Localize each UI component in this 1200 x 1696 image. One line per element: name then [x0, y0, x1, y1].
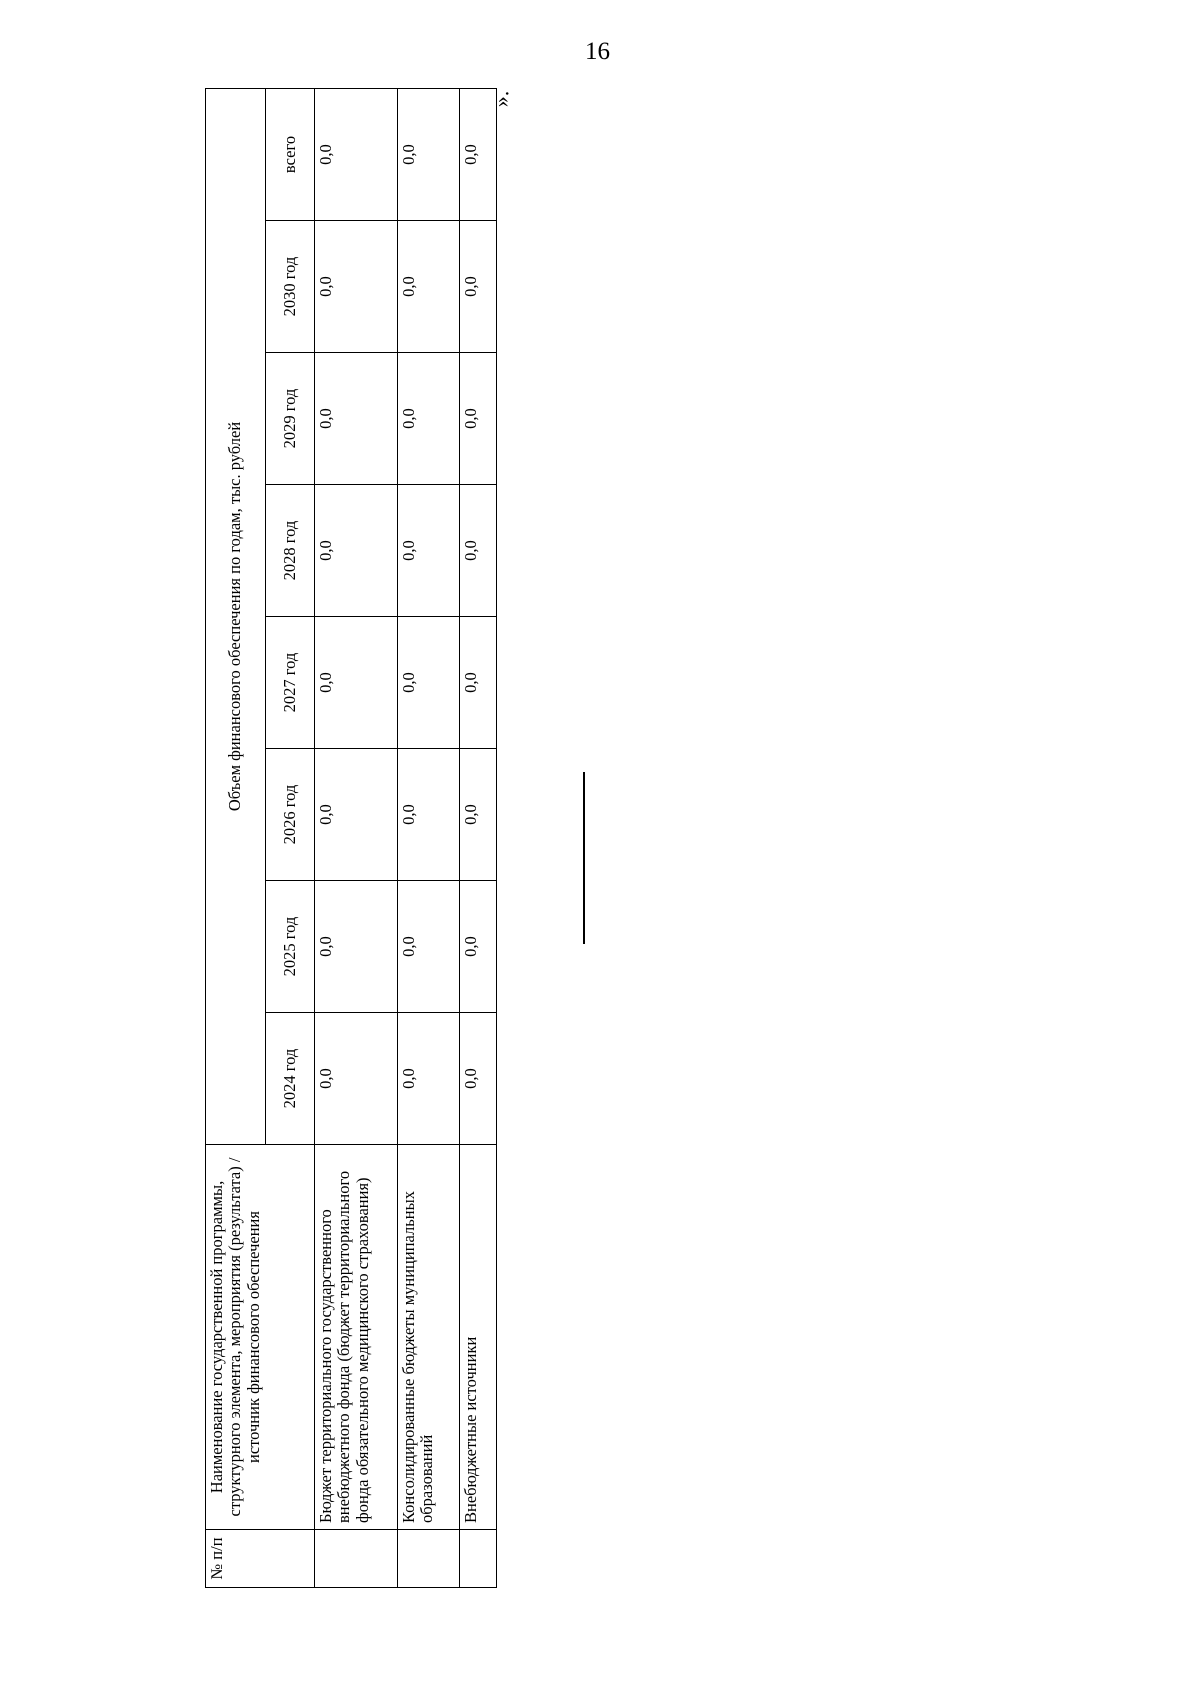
row-num: [315, 1530, 398, 1588]
row-num: [398, 1530, 460, 1588]
cell-total: 0,0: [315, 89, 398, 221]
row-name: Внебюджетные источники: [460, 1145, 497, 1530]
row-name: Консолидированные бюджеты муниципальных образований: [398, 1145, 460, 1530]
cell-value: 0,0: [398, 881, 460, 1013]
closing-quote-mark: ».: [488, 90, 514, 108]
header-volume: Объем финансового обеспечения по годам, тыс. рублей: [206, 89, 266, 1145]
header-num: № п/п: [206, 1530, 315, 1588]
cell-value: 0,0: [398, 1013, 460, 1145]
cell-value: 0,0: [460, 749, 497, 881]
table-row: [398, 89, 460, 1588]
table-row: [460, 89, 497, 1588]
financing-table: [205, 88, 497, 1588]
header-name: Наименование государственной программы, структурного элемента, мероприятия (результата) / источник финансового обеспечения: [206, 1145, 315, 1530]
cell-value: 0,0: [460, 221, 497, 353]
cell-value: 0,0: [315, 749, 398, 881]
table-header-row: [206, 89, 266, 1588]
header-total: всего: [266, 89, 315, 221]
header-year: 2024 год: [266, 1013, 315, 1145]
cell-value: 0,0: [460, 617, 497, 749]
header-year: 2025 год: [266, 881, 315, 1013]
cell-value: 0,0: [315, 881, 398, 1013]
cell-value: 0,0: [398, 485, 460, 617]
cell-value: 0,0: [460, 485, 497, 617]
cell-value: 0,0: [315, 485, 398, 617]
cell-value: 0,0: [315, 221, 398, 353]
header-year: 2027 год: [266, 617, 315, 749]
cell-value: 0,0: [315, 353, 398, 485]
cell-value: 0,0: [460, 881, 497, 1013]
signature-line: [583, 772, 585, 944]
cell-value: 0,0: [398, 749, 460, 881]
cell-value: 0,0: [460, 353, 497, 485]
cell-value: 0,0: [398, 353, 460, 485]
rotated-table-container: [205, 88, 488, 1588]
header-year: 2030 год: [266, 221, 315, 353]
row-num: [460, 1530, 497, 1588]
page-number: 16: [585, 38, 610, 65]
table-row: [315, 89, 398, 1588]
row-name: Бюджет территориального государственного внебюджетного фонда (бюджет территориального фонда обязательного медицинского страхования): [315, 1145, 398, 1530]
cell-total: 0,0: [398, 89, 460, 221]
cell-value: 0,0: [398, 221, 460, 353]
header-year: 2028 год: [266, 485, 315, 617]
cell-value: 0,0: [398, 617, 460, 749]
cell-total: 0,0: [460, 89, 497, 221]
cell-value: 0,0: [460, 1013, 497, 1145]
cell-value: 0,0: [315, 617, 398, 749]
cell-value: 0,0: [315, 1013, 398, 1145]
header-year: 2029 год: [266, 353, 315, 485]
header-year: 2026 год: [266, 749, 315, 881]
